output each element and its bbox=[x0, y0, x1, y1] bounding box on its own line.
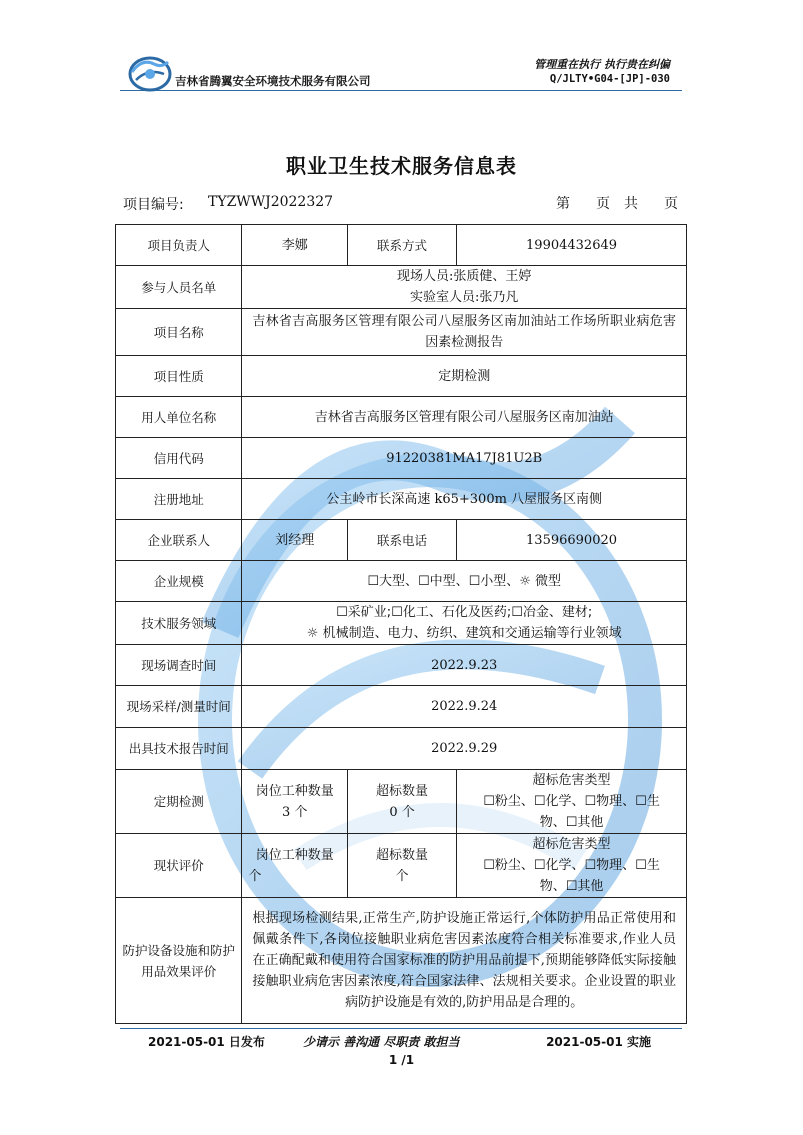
page-info-page: 第 bbox=[556, 196, 570, 212]
table-row bbox=[116, 479, 687, 520]
status-hazard-title: 超标危害类型 bbox=[532, 837, 611, 852]
project-nature-label: 项目性质 bbox=[116, 356, 242, 397]
leader-label: 项目负责人 bbox=[116, 225, 242, 266]
employer-label: 用人单位名称 bbox=[116, 397, 242, 438]
periodic-posts-value: 3 个 bbox=[282, 804, 308, 820]
staff-onsite: 现场人员:张质健、王婷 bbox=[397, 269, 532, 284]
status-exceed-value: 个 bbox=[395, 868, 409, 884]
survey-date-value: 2022.9.23 bbox=[242, 645, 687, 686]
status-hazard-line-2: 物、☐其他 bbox=[539, 879, 604, 894]
page-info-total-unit: 页 bbox=[664, 196, 678, 212]
address-value: 公主岭市长深高速 k65+300m 八屋服务区南侧 bbox=[242, 479, 687, 520]
sampling-date-value: 2022.9.24 bbox=[242, 686, 687, 728]
enterprise-contact-label: 企业联系人 bbox=[116, 520, 242, 561]
project-name-value: 吉林省吉高服务区管理有限公司八屋服务区南加油站工作场所职业病危害因素检测报告 bbox=[242, 309, 687, 356]
table-row bbox=[116, 770, 687, 834]
project-no-label: 项目编号: bbox=[123, 197, 184, 213]
field-line-1: ☐采矿业;☐化工、石化及医药;☐冶金、建材; bbox=[336, 605, 593, 620]
periodic-posts-label: 岗位工种数量 bbox=[255, 783, 334, 799]
status-posts bbox=[242, 834, 348, 898]
header-slogan: 管理重在执行 执行贵在纠偏 bbox=[534, 58, 670, 71]
table-row bbox=[116, 728, 687, 770]
phone-value: 13596690020 bbox=[457, 520, 687, 561]
table-row bbox=[116, 356, 687, 397]
status-label: 现状评价 bbox=[116, 834, 242, 898]
contact-label: 联系方式 bbox=[348, 225, 457, 266]
address-label: 注册地址 bbox=[116, 479, 242, 520]
table-row bbox=[116, 438, 687, 479]
company-name: 吉林省腾翼安全环境技术服务有限公司 bbox=[175, 74, 371, 88]
page-info-page-unit: 页 bbox=[596, 196, 610, 212]
page-info bbox=[556, 193, 678, 213]
project-no-value: TYZWWJ2022327 bbox=[208, 194, 334, 210]
periodic-exceed bbox=[348, 770, 457, 834]
footer-motto: 少请示 善沟通 尽职责 敢担当 bbox=[303, 1035, 460, 1049]
footer-divider bbox=[120, 1028, 682, 1029]
employer-value: 吉林省吉高服务区管理有限公司八屋服务区南加油站 bbox=[242, 397, 687, 438]
periodic-posts bbox=[242, 770, 348, 834]
table-row bbox=[116, 834, 687, 898]
report-date-value: 2022.9.29 bbox=[242, 728, 687, 770]
table-row bbox=[116, 309, 687, 356]
leader-value: 李娜 bbox=[242, 225, 348, 266]
protection-text: 根据现场检测结果,正常生产,防护设施正常运行,个体防护用品正常使用和佩戴条件下,各岗位接触职业病危害因素浓度符合相关标准要求,作业人员在正确配戴和使用符合国家标准的防护用品前提下,预期能够降低实际接触接触职业病危害因素浓度,符合国家法律、法规相关要求。企业设置的职业病防护设施是有效的,防护用品是合理的。 bbox=[242, 898, 687, 1024]
table-row bbox=[116, 520, 687, 561]
periodic-hazard-line-2: 物、☐其他 bbox=[539, 815, 604, 830]
credit-code-label: 信用代码 bbox=[116, 438, 242, 479]
periodic-exceed-value: 0 个 bbox=[389, 804, 415, 820]
scale-label: 企业规模 bbox=[116, 561, 242, 602]
field-value bbox=[242, 602, 687, 645]
staff-lab: 实验室人员:张乃凡 bbox=[410, 290, 519, 305]
page-number: 1 /1 bbox=[388, 1053, 415, 1067]
status-hazard-line-1: ☐粉尘、☐化学、☐物理、☐生 bbox=[483, 858, 660, 873]
field-line-2: ☼ 机械制造、电力、纺织、建筑和交通运输等行业领域 bbox=[306, 626, 622, 641]
header-divider bbox=[120, 90, 682, 91]
status-posts-label: 岗位工种数量 bbox=[255, 847, 334, 863]
table-row bbox=[116, 225, 687, 266]
periodic-exceed-label: 超标数量 bbox=[376, 783, 429, 799]
staff-value bbox=[242, 266, 687, 309]
company-logo bbox=[128, 52, 172, 92]
periodic-hazard-title: 超标危害类型 bbox=[532, 773, 611, 788]
periodic-label: 定期检测 bbox=[116, 770, 242, 834]
table-row bbox=[116, 602, 687, 645]
enterprise-contact-value: 刘经理 bbox=[242, 520, 348, 561]
status-exceed-label: 超标数量 bbox=[376, 847, 429, 863]
staff-label: 参与人员名单 bbox=[116, 266, 242, 309]
table-row bbox=[116, 898, 687, 1024]
credit-code-value: 91220381MA17J81U2B bbox=[242, 438, 687, 479]
project-nature-value: 定期检测 bbox=[242, 356, 687, 397]
phone-label: 联系电话 bbox=[348, 520, 457, 561]
field-label: 技术服务领域 bbox=[116, 602, 242, 645]
table-row bbox=[116, 397, 687, 438]
periodic-hazard-line-1: ☐粉尘、☐化学、☐物理、☐生 bbox=[483, 794, 660, 809]
info-table bbox=[115, 224, 687, 1024]
project-name-label: 项目名称 bbox=[116, 309, 242, 356]
status-exceed bbox=[348, 834, 457, 898]
sampling-date-label: 现场采样/测量时间 bbox=[116, 686, 242, 728]
status-hazard bbox=[457, 834, 687, 898]
table-row bbox=[116, 686, 687, 728]
page-title: 职业卫生技术服务信息表 bbox=[286, 154, 517, 178]
scale-value: ☐大型、☐中型、☐小型、☼ 微型 bbox=[242, 561, 687, 602]
document-code: Q/JLTY•G04-[JP]-030 bbox=[549, 73, 670, 85]
survey-date-label: 现场调查时间 bbox=[116, 645, 242, 686]
page-info-total: 共 bbox=[624, 196, 638, 212]
report-date-label: 出具技术报告时间 bbox=[116, 728, 242, 770]
table-row bbox=[116, 561, 687, 602]
status-posts-value: 个 bbox=[248, 868, 262, 884]
footer-issue-date: 2021-05-01 日发布 bbox=[148, 1035, 265, 1049]
periodic-hazard bbox=[457, 770, 687, 834]
table-row bbox=[116, 266, 687, 309]
footer-effective-date: 2021-05-01 实施 bbox=[546, 1035, 651, 1049]
protection-label: 防护设备设施和防护用品效果评价 bbox=[116, 898, 242, 1024]
table-row bbox=[116, 645, 687, 686]
contact-value: 19904432649 bbox=[457, 225, 687, 266]
